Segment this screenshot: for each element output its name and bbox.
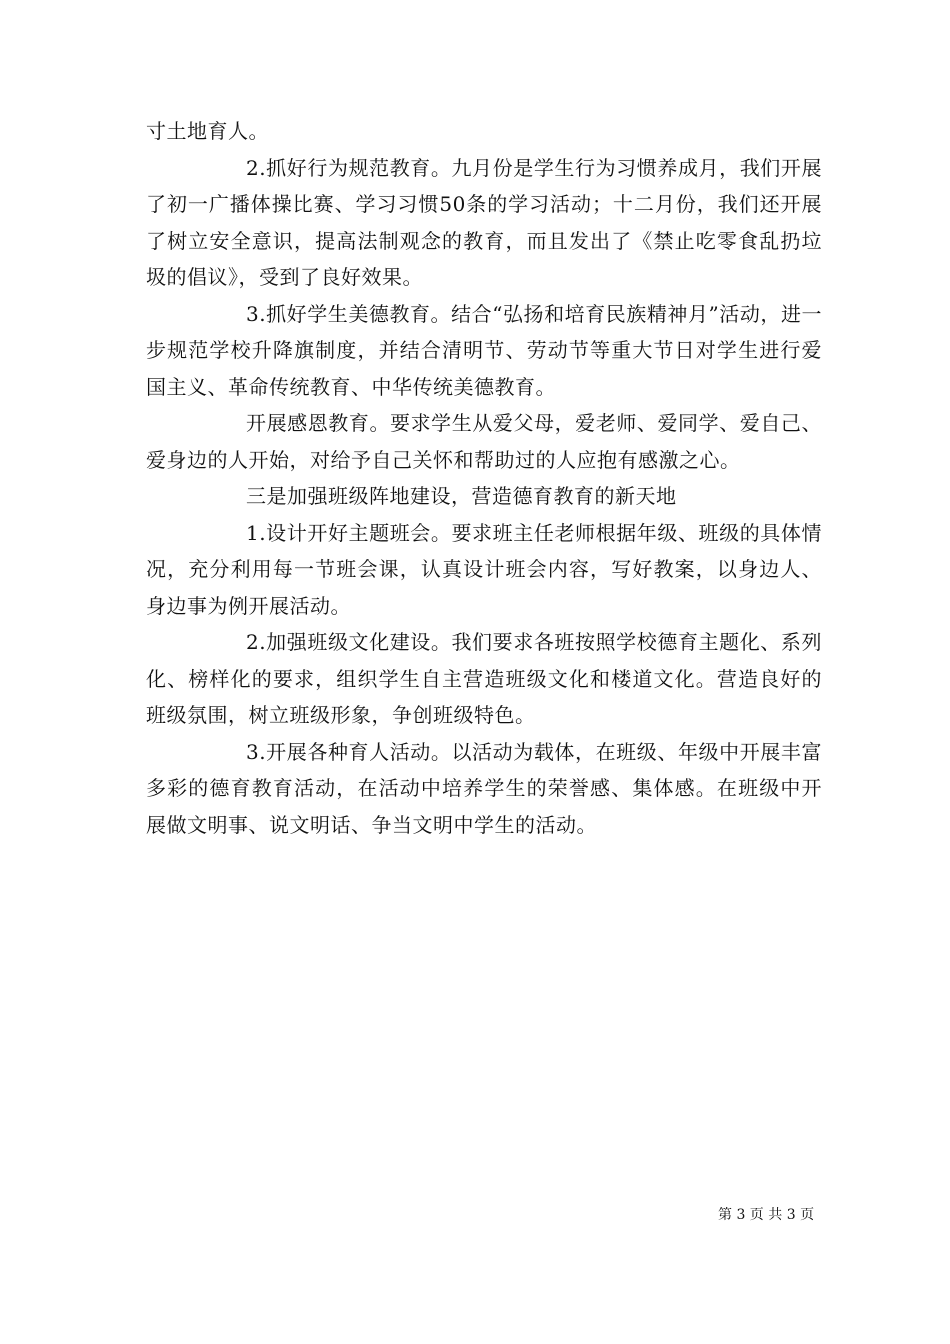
paragraph-7: 3.开展各种育人活动。以活动为载体，在班级、年级中开展丰富多彩的德育教育活动，在活动中培养学生的荣誉感、集体感。在班级中开展做文明事、说文明话、争当文明中学生的活动。: [146, 739, 822, 837]
document-body: [146, 113, 822, 843]
paragraph-4: 开展感恩教育。要求学生从爱父母，爱老师、爱同学、爱自己、爱身边的人开始，对给予自己关怀和帮助过的人应抱有感激之心。: [146, 411, 822, 472]
paragraph-6: 2.加强班级文化建设。我们要求各班按照学校德育主题化、系列化、榜样化的要求，组织学生自主营造班级文化和楼道文化。营造良好的班级氛围，树立班级形象，争创班级特色。: [146, 630, 822, 727]
paragraph-1: 寸土地育人。: [146, 119, 269, 143]
page-number-footer: 第 3 页 共 3 页: [718, 1207, 815, 1223]
paragraph-3: 3.抓好学生美德教育。结合“弘扬和培育民族精神月”活动，进一步规范学校升降旗制度，并结合清明节、劳动节等重大节日对学生进行爱国主义、革命传统教育、中华传统美德教育。: [146, 301, 822, 399]
section-heading: 三是加强班级阵地建设，营造德育教育的新天地: [246, 484, 677, 508]
paragraph-2: 2.抓好行为规范教育。九月份是学生行为习惯养成月，我们开展了初一广播体操比赛、学习习惯50条的学习活动；十二月份，我们还开展了树立安全意识，提高法制观念的教育，而且发出了《禁止吃零食乱扔垃圾的倡议》，受到了良好效果。: [146, 155, 822, 289]
paragraph-5: 1.设计开好主题班会。要求班主任老师根据年级、班级的具体情况，充分利用每一节班会课，认真设计班会内容，写好教案，以身边人、身边事为例开展活动。: [146, 520, 822, 618]
